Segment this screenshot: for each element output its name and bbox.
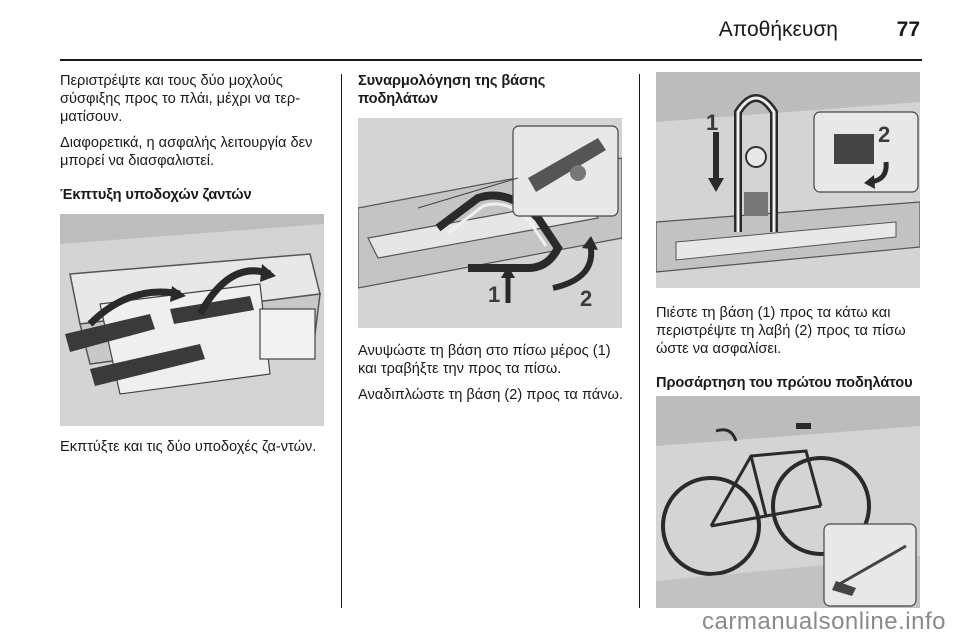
figure-callout-1: 1 [488,282,501,307]
header-rule [60,59,922,61]
figure-callout-2: 2 [878,122,891,147]
heading-unfold-holders: Έκπτυξη υποδοχών ζαντών [60,187,252,203]
page-number: 77 [896,18,920,41]
section-title: Αποθήκευση [718,18,838,41]
figure-attach-bicycle [656,396,920,608]
column-divider-1 [341,74,342,608]
page-header [60,14,922,54]
figure-unfold-wheel-holders [60,214,324,426]
paragraph-fold-up: Αναδιπλώστε τη βάση (2) προς τα πάνω. [358,387,623,403]
figure-press-carrier [656,72,920,288]
paragraph-press-rotate: Πιέστε τη βάση (1) προς τα κάτω και περιστρέψτε τη λαβή (2) προς τα πίσω ώστε να ασφαλίσει. [656,305,906,357]
figure-assemble-carrier [358,118,622,328]
column-divider-2 [639,74,640,608]
column-3 [656,72,924,608]
heading-assemble-carrier: Συναρμολόγηση της βάσης ποδηλάτων [358,73,546,107]
paragraph-clamp-levers: Περιστρέψτε και τους δύο μοχλούς σύσφιξης προς το πλάι, μέχρι να τερ‐ματίσουν. [60,73,301,125]
column-1 [60,72,330,464]
heading-attach-first-bike: Προσάρτηση του πρώτου ποδηλάτου [656,375,913,391]
paragraph-lift-carrier: Ανυψώστε τη βάση στο πίσω μέρος (1) και τραβήξτε την προς τα πίσω. [358,343,611,377]
figure-callout-2: 2 [580,286,593,311]
watermark: carmanualsonline.info [702,608,946,635]
paragraph-safety: Διαφορετικά, η ασφαλής λειτουργία δεν μπορεί να διασφαλιστεί. [60,135,313,169]
figure-callout-1: 1 [706,110,719,135]
column-2 [358,72,626,412]
paragraph-unfold: Εκπτύξτε και τις δύο υποδοχές ζα‐ντών. [60,439,317,455]
